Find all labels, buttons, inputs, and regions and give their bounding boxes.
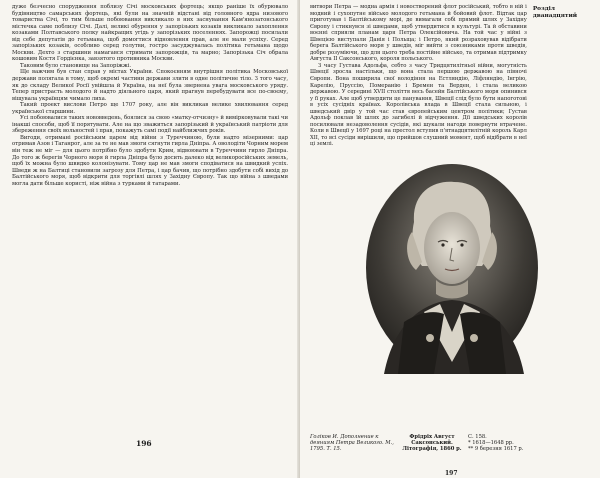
page-number-left: 196	[136, 439, 152, 448]
footnotes	[468, 434, 588, 452]
portrait-engraving	[364, 162, 540, 374]
paragraph: Такий проект вислови Петро ще 1707 року, але він викликав велике хвилювання серед української старшини.	[12, 102, 288, 115]
right-page-text	[310, 4, 590, 148]
right-page-column	[310, 4, 527, 148]
page-number-right: 197	[445, 470, 458, 477]
footnote-item: * 1618—1648 рр.	[468, 440, 514, 446]
right-page	[300, 0, 600, 478]
paragraph: Таковим було становище на Запоріжжі.	[20, 62, 132, 69]
paragraph: Усі побоювалися таких нововведень, боялися за свою «матку-отчизну» й вимірковували такі чи інакші способи, щоб її порятувати. Але на що зважиться запорізький й український патріоти для збереження своїх вольностей і прав, покажуть самі події найближчих років.	[12, 115, 288, 135]
chapter-header: Розділ дванадцятий	[532, 6, 578, 19]
left-page-text	[12, 4, 288, 187]
portrait-caption-title: Фрідріх Август Саксонський.	[409, 434, 455, 446]
paragraph: витвори Петра — модна армія і новостворений флот російський, тобто в ній і модний і сухопутне військо молодого гетьмана й бойовий флот. Відтак цар приготував і Балтійському морі, де вимагали собі прямий шлях у Західну Європу і стикнувся зі шведами, щоб утвердитися в культурі. Та й обставини воєнні сприяли планам царя Петра Олексійовича. На той час у війні з Швецією виступали Данія і Польща; і Петро, який розраховував відібрати берега Балтійського моря у шведів, міг вийти з союзниками проти шведів, добре розуміючи, що для цього треба постійне військо, та отримав підтримку Августа II Саксонського, короля польського.	[310, 4, 527, 63]
paragraph: Ще важчим був стан справ у містах України. Спокоєнням внутрішня політика Московської держави полягала в тому, щоб окремі частини держави злити в одне політичне тіло. З того часу, як до складу Великої Росії увійшла й Україна, на неї була звернена увага московського уряду. Тепер пристрасть молодого й надто діяльного царя, який прагнув перебудувати все по-своєму, віщувала українцям чимало лиха.	[12, 69, 288, 102]
portrait-caption-subtitle: Літографія, 1860 р.	[402, 446, 462, 452]
chapter-sidebar	[533, 4, 590, 148]
paragraph: З часу Густава Адольфа, себто з часу Тридцятилітньої війни, могутність Швеції зросла настільки, що вона стала першою державою на півночі Європи. Вона поширила свої володіння на Естляндію, Ліфляндію, Інгрію, Карелію, Пруссію, Померанію і Бремен та Верден, і стала великою державою. У середині XVII століття весь басейн Балтійського моря опинився у її руках. Але щоб утвердити це панування, Швеції слід було бути напоготові в усіх сусідніх країнах. Королівська влада в Швеції стала сильною, і шведський двір у той час став європейським центром політики; Густав Адольф поклав їй шлях до загибелі й відчуження. Дії шведських королів посилювали незадоволення сусідів, які шукали нагоди повернути втрачене. Коли в Швеції у 1697 році на престол вступив п'ятнадцятилітній король Карл XII, то всі сусіди вирішили, що прийшов слушний момент, щоб відібрати в неї ці землі.	[310, 62, 527, 148]
paragraph: Вигоди, отримані російським царем від війни з Туреччиною, були надто мізерними: цар отримав Азов і Таганрог, але за те не мав змоги сягнути гирла Дніпра. А оволодіти Чорним морем він теж не міг — для цього потрібно було здобути Крим, відвоювати в Туреччини гирло Дніпра. До того ж берегів Чорного моря й гирла Дніпра було досить далеко від великоросійських земель, щоб їх можна було швидко колонізувати. Тому цар не мав змоги сподіватися на швидкий успіх. Шведи ж на Балтиці становили загрозу для Петра, і цар бачив, що потрібно здобути собі вихід до Балтійського моря, щоб відкрити для торгівлі шлях у Західну Європу. Так що війна з шведами могла дати більше користі, ніж війна з турками й татарами.	[12, 134, 289, 187]
footnote-item: ** 9 березня 1617 р.	[468, 446, 524, 452]
portrait-caption	[400, 434, 464, 452]
footnote-page: С. 158.	[468, 434, 487, 440]
paragraph: дуже безчесно спорудження поблизу Січі московських фортець; якщо раніше їх обурювало будівництво самарських фортець, які були на значній відстані від головного ядра низового товариства Січі, то тим більше побоювання викликало в них заснування Кам'янозатонського містечка саме поблизу Січі. Далі, великі обурення у запорізьких козаків викликало захоплення козаками Полтавського полку найкращих угідь у запорізьких поселеннях. Запорожці посилали від себе депутатів до гетьмана, щоб домогтися відновлення прав, але не мали успіху. Серед запорізьких козаків, особливо серед голутви, гостро засуджувалась політика гетьмана щодо Москви. Дехто з старшини намагався стримати запорожців, та марно; Запорізька Січ обрала кошовим Костя Гордієнка, завзятого противника Москви.	[12, 4, 288, 63]
caption-area	[310, 434, 590, 452]
footnote-reference: Голіков И. Дополнение к деяниям Петра Великого. М., 1795. Т. 15.	[310, 434, 394, 452]
